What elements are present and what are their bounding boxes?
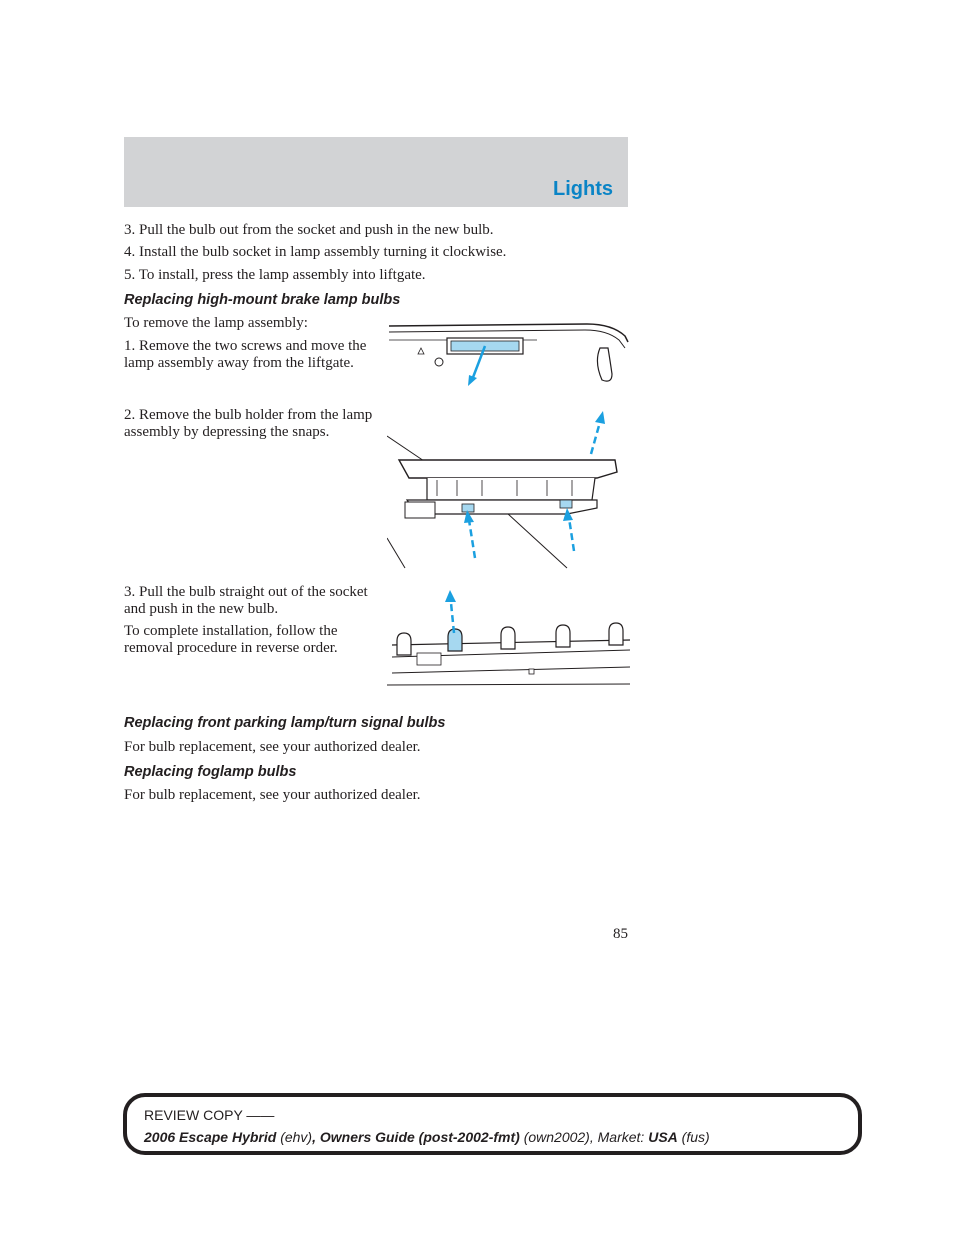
bulbs-in-socket-illustration <box>387 585 630 697</box>
footer-model-code: (ehv) <box>280 1129 313 1145</box>
step-4-top: 4. Install the bulb socket in lamp assembly turning it clockwise. <box>124 244 507 260</box>
highmount-step-3: 3. Pull the bulb straight out of the socket and push in the new bulb. <box>124 584 368 617</box>
liftgate-lamp-illustration <box>387 318 630 390</box>
highmount-intro: To remove the lamp assembly: <box>124 315 308 331</box>
footer-review-copy: REVIEW COPY —— <box>144 1107 275 1123</box>
footer-model: 2006 Escape Hybrid <box>144 1129 277 1145</box>
footer-document-info <box>144 1129 710 1145</box>
front-parking-text: For bulb replacement, see your authorized dealer. <box>124 739 421 755</box>
footer-guide: , Owners Guide (post-2002-fmt) <box>312 1129 520 1145</box>
highmount-step-2: 2. Remove the bulb holder from the lamp assembly by depressing the snaps. <box>124 407 373 440</box>
footer-market-label: , Market: <box>589 1129 645 1145</box>
heading-highmount: Replacing high-mount brake lamp bulbs <box>124 292 401 308</box>
heading-front-parking: Replacing front parking lamp/turn signal bulbs <box>124 715 446 731</box>
footer-market-code: (fus) <box>681 1129 710 1145</box>
footer-market: USA <box>648 1129 678 1145</box>
bulb-holder-illustration <box>387 408 630 573</box>
foglamp-text: For bulb replacement, see your authorized dealer. <box>124 787 421 803</box>
section-title: Lights <box>553 178 613 200</box>
heading-foglamp: Replacing foglamp bulbs <box>124 764 297 780</box>
highmount-step-1: 1. Remove the two screws and move the lamp assembly away from the liftgate. <box>124 338 367 371</box>
review-footer-box <box>123 1093 862 1155</box>
step-3-top: 3. Pull the bulb out from the socket and push in the new bulb. <box>124 222 494 238</box>
footer-guide-code: (own2002) <box>523 1129 590 1145</box>
section-header-band <box>124 137 628 207</box>
step-5-top: 5. To install, press the lamp assembly into liftgate. <box>124 267 426 283</box>
page-number: 85 <box>613 926 628 942</box>
highmount-complete: To complete installation, follow the removal procedure in reverse order. <box>124 623 338 656</box>
